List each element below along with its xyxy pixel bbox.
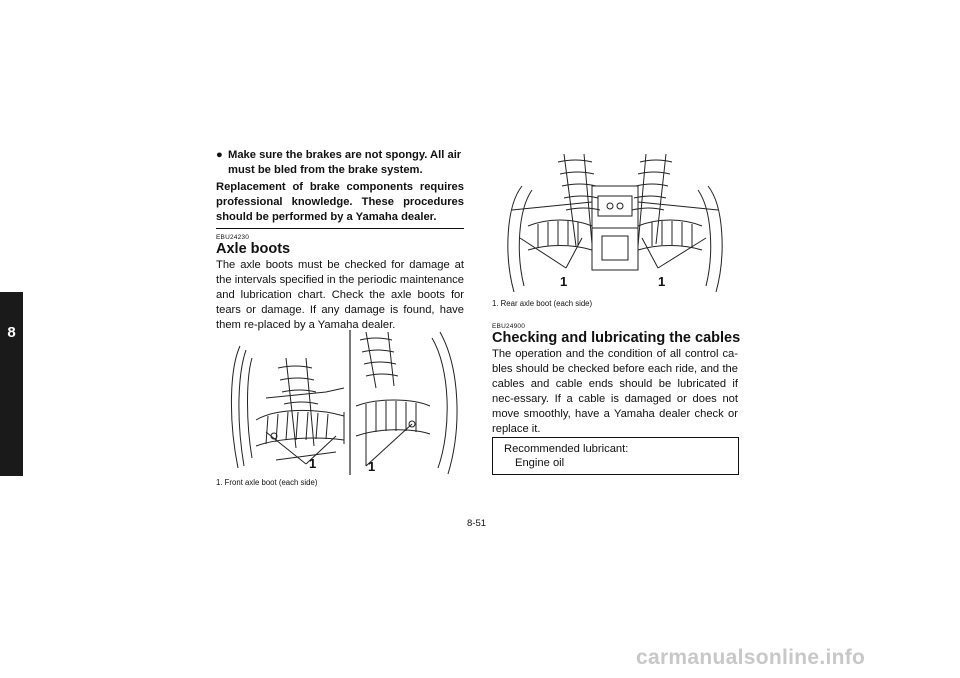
cables-title: Checking and lubricating the cables [492,330,741,346]
front-figure-caption: 1. Front axle boot (each side) [216,478,318,487]
cables-code: EBU24900 [492,323,526,330]
chapter-number: 8 [7,324,16,341]
brake-bullet-note [216,148,464,178]
axle-boots-body: The axle boots must be checked for damage at the intervals specified in the periodic maintenance and lubrication chart. Check the axle boots for tears or damage. If any damage is found, have them re-placed by a Yamaha dealer. [216,259,464,331]
lubricant-value: Engine oil [515,457,565,469]
axle-boots-title: Axle boots [216,241,291,257]
cables-body: The operation and the condition of all control ca-bles should be checked before each ride, and the cables and cable ends should be lubricated if nec-essary. If a cable is damaged or does not move smoothly, have a Yamaha dealer check or replace it. [492,348,738,435]
watermark: carmanualsonline.info [636,646,866,669]
rear-figure-label-1: 1 [560,274,568,289]
recommended-lubricant-box [492,437,739,475]
chapter-tab [0,292,23,476]
rear-axle-boot-figure [492,146,738,295]
front-axle-boot-figure [216,328,464,475]
front-figure-label-2: 1 [368,459,376,474]
front-figure-label-1: 1 [309,456,317,471]
bullet-icon: ● [216,149,223,161]
rear-axle-illustration [492,146,738,295]
rear-figure-label-2: 1 [658,274,666,289]
rear-figure-caption: 1. Rear axle boot (each side) [492,299,593,308]
front-axle-illustration [216,328,464,475]
bullet-text: Make sure the brakes are not spongy. All air must be bled from the brake system. [228,149,462,176]
lubricant-label: Recommended lubricant: [504,443,629,455]
brake-warning-text: Replacement of brake components requires professional knowledge. These procedures should be performed by a Yamaha dealer. [216,180,464,229]
page-number: 8-51 [467,518,487,529]
axle-boots-code: EBU24230 [216,234,250,241]
